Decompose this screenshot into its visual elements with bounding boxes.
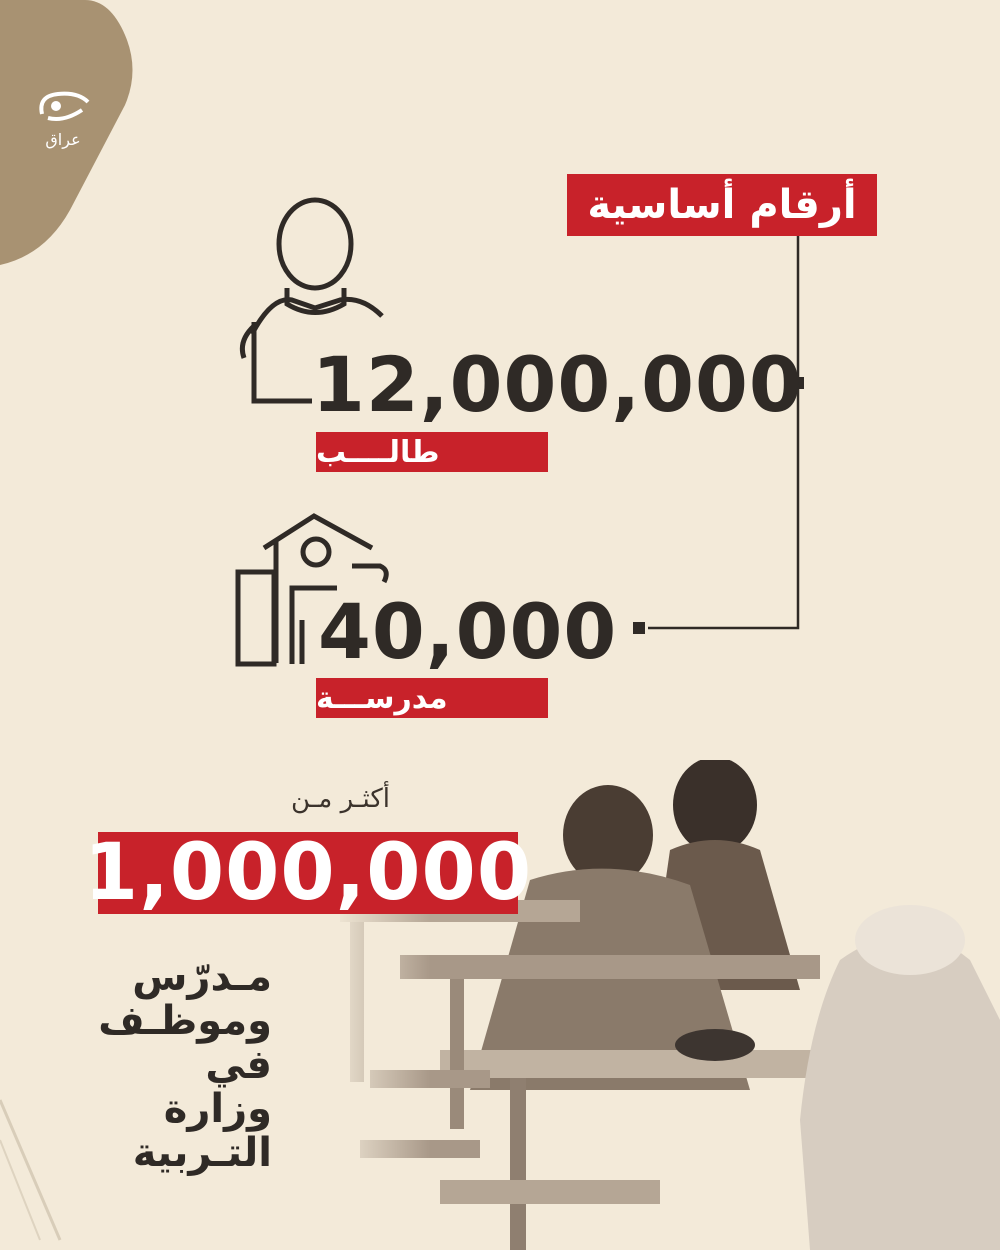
students-count: 12,000,000 bbox=[312, 340, 803, 429]
students-label: طالــــب bbox=[316, 432, 548, 472]
logo-region-label: عراق bbox=[45, 130, 81, 149]
staff-line: في وزارة bbox=[163, 1042, 272, 1132]
page-title: أرقام أساسية bbox=[567, 174, 877, 236]
staff-description bbox=[98, 954, 272, 1176]
staff-count-box bbox=[83, 828, 533, 918]
staff-count: 1,000,000 bbox=[83, 828, 533, 918]
more-than-text: أكثـر مـن bbox=[290, 784, 390, 814]
schools-count: 40,000 bbox=[318, 587, 618, 676]
staff-line: مـدرّس bbox=[132, 954, 272, 1000]
schools-label: مدرســـة bbox=[316, 678, 548, 718]
staff-line: التـربية bbox=[132, 1130, 272, 1176]
staff-line: وموظـف bbox=[98, 998, 272, 1044]
